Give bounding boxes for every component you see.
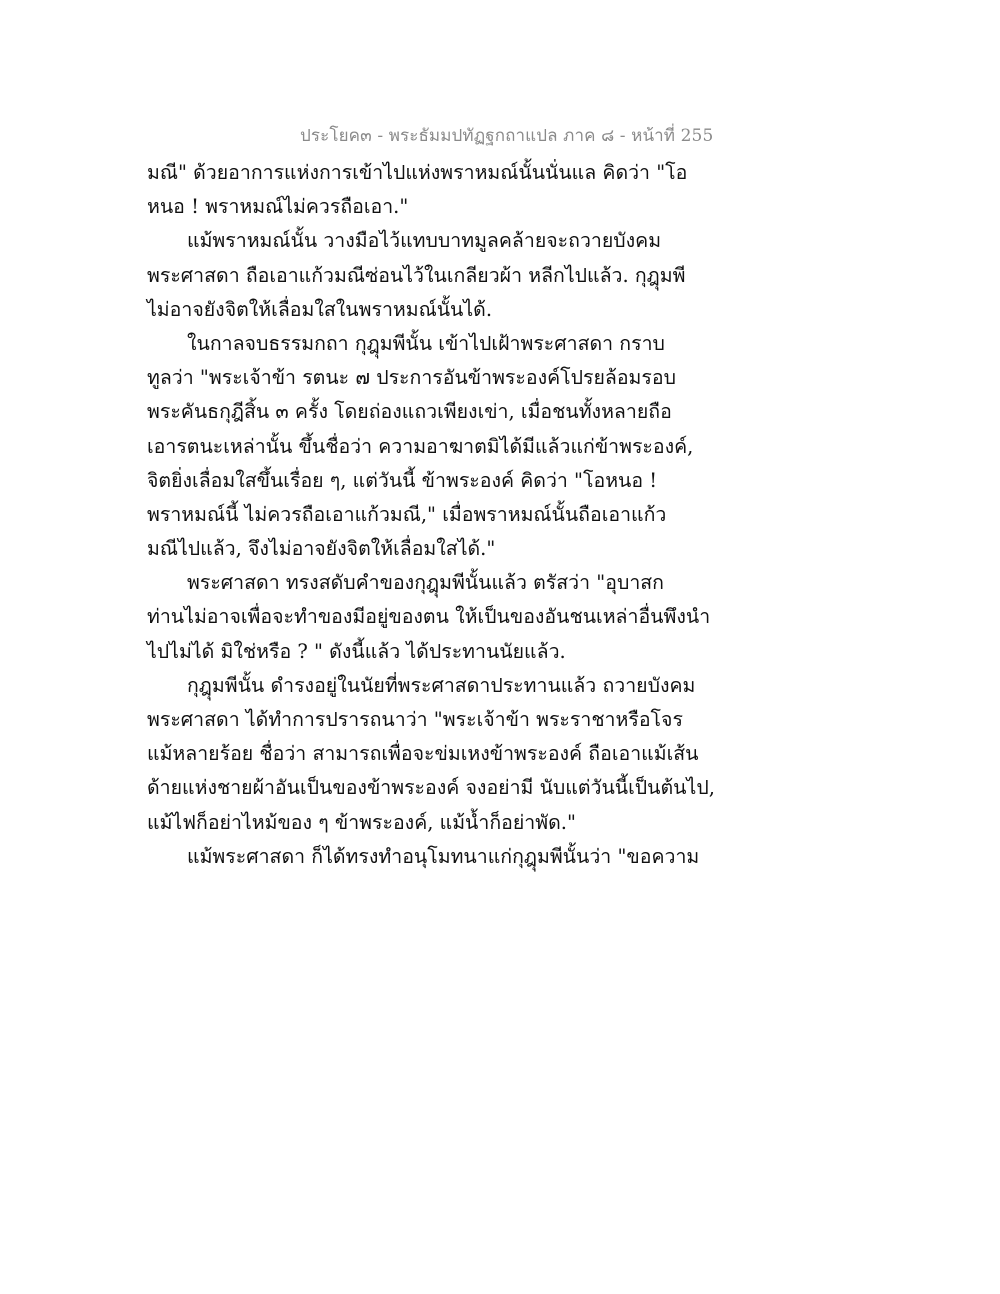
text-line: แม้หลายร้อย ชื่อว่า สามารถเพื่อจะข่มเหงข้าพระองค์ ถือเอาแม้เส้น <box>147 742 699 766</box>
running-header: ประโยค๓ - พระธัมมปทัฏฐกถาแปล ภาค ๘ - หน้าที่ 255 <box>300 126 714 146</box>
text-line: ไปไม่ได้ มิใช่หรือ ? " ดังนี้แล้ว ได้ประทานนัยแล้ว. <box>147 639 566 663</box>
text-line: พระคันธกุฎีสิ้น ๓ ครั้ง โดยถ่องแถวเพียงเข่า, เมื่อชนทั้งหลายถือ <box>147 400 672 424</box>
text-line: ท่านไม่อาจเพื่อจะทำของมีอยู่ของตน ให้เป็นของอันชนเหล่าอื่นพึงนำ <box>147 605 711 629</box>
text-line: พราหมณ์นี้ ไม่ควรถือเอาแก้วมณี," เมื่อพราหมณ์นั้นถือเอาแก้ว <box>147 502 667 526</box>
text-line: แม้ไฟก็อย่าไหม้ของ ๆ ข้าพระองค์, แม้น้ำก็อย่าพัด." <box>147 810 576 834</box>
text-line: หนอ ! พราหมณ์ไม่ควรถือเอา." <box>147 195 409 219</box>
paragraph-start-line: กุฎุมพีนั้น ดำรงอยู่ในนัยที่พระศาสดาประทานแล้ว ถวายบังคม <box>187 673 696 697</box>
text-line: พระศาสดา ได้ทำการปรารถนาว่า "พระเจ้าข้า พระราชาหรือโจร <box>147 708 683 731</box>
paragraph-start-line: แม้พระศาสดา ก็ได้ทรงทำอนุโมทนาแก่กุฎุมพีนั้นว่า "ขอความ <box>187 844 700 868</box>
text-line: ด้ายแห่งชายผ้าอันเป็นของข้าพระองค์ จงอย่ามี นับแต่วันนี้เป็นต้นไป, <box>147 776 715 800</box>
paragraph-start-line: แม้พราหมณ์นั้น วางมือไว้แทบบาทมูลคล้ายจะถวายบังคม <box>187 229 662 253</box>
text-line: มณี" ด้วยอาการแห่งการเข้าไปแห่งพราหมณ์นั้นนั่นแล คิดว่า "โอ <box>147 161 688 184</box>
body-text <box>147 156 715 874</box>
text-line: พระศาสดา ถือเอาแก้วมณีซ่อนไว้ในเกลียวผ้า หลีกไปแล้ว. กุฎุมพี <box>147 263 686 287</box>
text-line: มณีไปแล้ว, จึงไม่อาจยังจิตให้เลื่อมใสได้." <box>147 537 496 561</box>
text-line: เอารตนะเหล่านั้น ขึ้นชื่อว่า ความอาฆาตมิได้มีแล้วแก่ข้าพระองค์, <box>147 434 694 458</box>
text-line: ไม่อาจยังจิตให้เลื่อมใสในพราหมณ์นั้นได้. <box>147 297 493 321</box>
paragraph-start-line: ในกาลจบธรรมกถา กุฎุมพีนั้น เข้าไปเฝ้าพระศาสดา กราบ <box>187 331 665 355</box>
text-line: ทูลว่า "พระเจ้าข้า รตนะ ๗ ประการอันข้าพระองค์โปรยล้อมรอบ <box>147 366 676 390</box>
paragraph-start-line: พระศาสดา ทรงสดับคำของกุฎุมพีนั้นแล้ว ตรัสว่า "อุบาสก <box>187 571 664 595</box>
text-line: จิตยิ่งเลื่อมใสขึ้นเรื่อย ๆ, แต่วันนี้ ข้าพระองค์ คิดว่า "โอหนอ ! <box>147 468 658 492</box>
